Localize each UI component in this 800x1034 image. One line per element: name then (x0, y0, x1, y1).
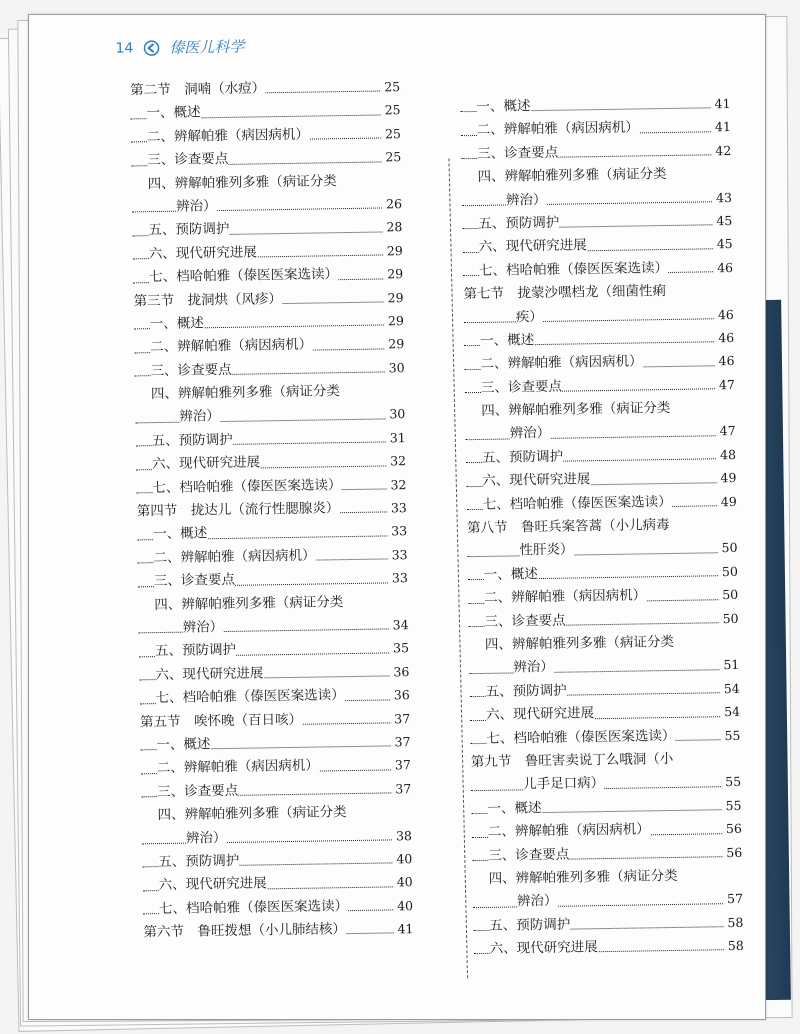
toc-entry-label: 三、诊查要点 (150, 359, 231, 384)
toc-entry-label: 一、概述 (480, 329, 534, 353)
toc-entry-page-number: 32 (387, 473, 406, 497)
toc-entry-page-number: 31 (387, 426, 406, 450)
toc-entry-page-number: 43 (713, 186, 732, 210)
toc-entry-label: 六、现代研究进展 (155, 662, 263, 687)
toc-entry-label: 二、辨解帕雅（病因病机） (157, 755, 319, 781)
toc-entry-label: 二、辨解帕雅（病因病机） (484, 585, 646, 611)
toc-entry-page-number: 45 (713, 209, 732, 233)
toc-entry-page-number: 54 (721, 677, 740, 701)
toc-entry-label: 第四节 拢达儿（流行性腮腺炎） (137, 497, 340, 524)
toc-entry-label: 二、辨解帕雅（病因病机） (150, 334, 312, 360)
toc-entry-label: 辨治） (176, 195, 217, 219)
toc-entry-label: 一、概述 (484, 563, 538, 587)
toc-entry-label: 六、现代研究进展 (482, 468, 590, 493)
toc-entry-label: 五、预防调护 (486, 679, 567, 704)
toc-entry-page-number: 36 (390, 660, 409, 684)
toc-entry-label: 三、诊查要点 (484, 609, 565, 634)
toc-entry-label: 五、预防调护 (478, 212, 559, 237)
toc-entry-label: 第六节 鲁旺拨想（小儿肺结核） (143, 918, 346, 945)
toc-entry-label: 六、现代研究进展 (159, 873, 267, 898)
toc-entry-page-number: 54 (721, 700, 740, 724)
toc-entry-label: 第九节 鲁旺害卖说丁么哦洞（小 (471, 748, 674, 775)
toc-entry-page-number: 25 (381, 75, 400, 99)
toc-entry-label: 七、档哈帕雅（傣医医案选读） (152, 474, 341, 500)
arrow-left-icon (141, 39, 161, 55)
toc-entry-label: 六、现代研究进展 (152, 452, 260, 477)
toc-entry-label: 二、辨解帕雅（病因病机） (477, 117, 639, 143)
toc-entry-page-number: 29 (385, 309, 404, 333)
toc-entry-page-number: 46 (715, 302, 734, 326)
toc-entry-page-number: 33 (388, 543, 407, 567)
toc-entry-page-number: 29 (384, 239, 403, 263)
toc-entry-label: 三、诊查要点 (488, 843, 569, 868)
toc-entry-label: 六、现代研究进展 (486, 702, 594, 727)
toc-entry-label: 七、档哈帕雅（傣医医案选读） (486, 724, 675, 750)
toc-entry-page-number: 33 (388, 520, 407, 544)
toc-entry (474, 934, 744, 962)
toc-entry-label: 一、概述 (150, 312, 204, 336)
toc-entry-label: 七、档哈帕雅（傣医医案选读） (483, 491, 672, 517)
toc-entry-page-number: 45 (714, 232, 733, 256)
toc-entry-page-number: 56 (723, 817, 742, 841)
toc-entry-label: 五、预防调护 (482, 446, 563, 471)
toc-entry-page-number: 37 (392, 753, 411, 777)
toc-entry-label: 辨治） (506, 188, 547, 212)
toc-entry-label: 三、诊查要点 (477, 141, 558, 166)
toc-entry-label: 六、现代研究进展 (490, 936, 598, 961)
toc-entry-label: 一、概述 (153, 523, 207, 547)
toc-entry-page-number: 26 (383, 192, 402, 216)
toc-entry-label: 辨治） (182, 616, 223, 640)
toc-entry-page-number: 37 (391, 730, 410, 754)
toc-column-right (460, 92, 744, 962)
toc-entry-label: 疾） (516, 305, 543, 329)
toc-entry-page-number: 41 (711, 92, 730, 116)
toc-entry-page-number: 38 (393, 824, 412, 848)
toc-entry-label: 四、辨解帕雅列多雅（病证分类 (485, 631, 674, 657)
toc-entry-page-number: 41 (712, 115, 731, 139)
toc-entry-label: 二、辨解帕雅（病因病机） (153, 544, 315, 570)
toc-entry-page-number: 50 (719, 560, 738, 584)
toc-entry-page-number: 41 (394, 917, 413, 941)
toc-entry-label: 第三节 拢洞烘（风疹） (133, 288, 282, 314)
toc-entry-page-number: 25 (382, 145, 401, 169)
toc-entry-label: 三、诊查要点 (154, 569, 235, 594)
toc-entry-page-number: 40 (394, 870, 413, 894)
toc-entry-page-number: 46 (715, 349, 734, 373)
toc-entry-label: 七、档哈帕雅（傣医医案选读） (156, 684, 345, 710)
toc-entry-page-number: 36 (391, 683, 410, 707)
book-title: 傣医儿科学 (169, 37, 245, 57)
toc-entry-page-number: 29 (384, 262, 403, 286)
toc-entry-page-number: 50 (718, 536, 737, 560)
toc-entry-label: 辨治） (509, 422, 550, 446)
toc-entry-page-number: 55 (721, 723, 740, 747)
toc-entry-label: 四、辨解帕雅列多雅（病证分类 (151, 380, 340, 406)
toc-entry-page-number: 55 (722, 794, 741, 818)
toc-entry-label: 第八节 鲁旺兵案答蒿（小儿病毒 (467, 514, 670, 541)
toc-entry-label: 二、辨解帕雅（病因病机） (488, 818, 650, 844)
toc-entry-label: 四、辨解帕雅列多雅（病证分类 (147, 170, 336, 196)
toc-entry-label: 辨治） (513, 656, 554, 680)
toc-entry-label: 三、诊查要点 (481, 375, 562, 400)
toc-entry-page-number: 35 (390, 636, 409, 660)
toc-entry-page-number: 40 (393, 847, 412, 871)
toc-entry-page-number: 58 (725, 934, 744, 958)
toc-entry-page-number: 34 (390, 613, 409, 637)
toc-entry-page-number: 25 (382, 122, 401, 146)
toc-entry-page-number: 46 (714, 256, 733, 280)
toc-entry-label: 五、预防调护 (158, 850, 239, 875)
toc-entry-page-number: 30 (386, 403, 405, 427)
toc-entry-page-number: 50 (719, 607, 738, 631)
toc-entry-label: 儿手足口病） (523, 772, 604, 797)
toc-entry-page-number: 51 (720, 653, 739, 677)
toc-entry-page-number: 29 (385, 332, 404, 356)
toc-entry-label: 三、诊查要点 (157, 780, 238, 805)
toc-entry-page-number: 32 (387, 449, 406, 473)
toc-entry-page-number: 30 (385, 356, 404, 380)
toc-entry-page-number: 47 (716, 373, 735, 397)
toc-entry-page-number: 49 (717, 466, 736, 490)
toc-entry-label: 五、预防调护 (148, 218, 229, 243)
toc-entry-label: 辨治） (179, 406, 220, 430)
toc-entry-page-number: 37 (392, 777, 411, 801)
toc-entry-label: 一、概述 (487, 797, 541, 821)
toc-entry-label: 一、概述 (146, 102, 200, 126)
toc-entry-page-number: 40 (394, 894, 413, 918)
toc-entry-page-number: 25 (381, 99, 400, 123)
toc-entry-label: 六、现代研究进展 (149, 241, 257, 266)
toc-entry-label: 第七节 拢蒙沙嘿档龙（细菌性痢 (463, 280, 666, 307)
toc-column-left (130, 75, 414, 945)
toc-entry-label: 四、辨解帕雅列多雅（病证分类 (488, 865, 677, 891)
toc-entry-page-number: 47 (717, 419, 736, 443)
page-number: 14 (115, 39, 134, 57)
toc-entry-label: 第五节 唉怀晚（百日咳） (140, 708, 302, 734)
toc-entry-label: 三、诊查要点 (147, 148, 228, 173)
toc-entry-label: 五、预防调护 (152, 429, 233, 454)
toc-entry-label: 辨治） (186, 827, 227, 851)
toc-entry-page-number: 28 (383, 216, 402, 240)
toc-entry-page-number: 46 (715, 326, 734, 350)
toc-entry-label: 四、辨解帕雅列多雅（病证分类 (154, 591, 343, 617)
toc-entry-label: 七、档哈帕雅（傣医医案选读） (159, 895, 348, 921)
toc-entry-label: 二、辨解帕雅（病因病机） (480, 351, 642, 377)
toc-entry-page-number: 56 (723, 840, 742, 864)
toc-entry-label: 五、预防调护 (489, 913, 570, 938)
toc-entry-label: 第二节 洞喃（水痘） (130, 77, 265, 103)
toc-entry-page-number: 29 (384, 286, 403, 310)
toc-entry-label: 四、辨解帕雅列多雅（病证分类 (477, 163, 666, 189)
toc-entry-label: 四、辨解帕雅列多雅（病证分类 (157, 801, 346, 827)
toc-entry-label: 二、辨解帕雅（病因病机） (147, 123, 309, 149)
toc-entry-page-number: 58 (724, 911, 743, 935)
toc-entry-label: 七、档哈帕雅（傣医医案选读） (479, 257, 668, 283)
toc-entry-label: 辨治） (517, 890, 558, 914)
toc-entry-page-number: 33 (389, 566, 408, 590)
book-page (28, 14, 766, 1020)
toc-entry-page-number: 33 (388, 496, 407, 520)
page-header (115, 36, 244, 59)
toc-entry-label: 一、概述 (476, 95, 530, 119)
toc-entry-label: 四、辨解帕雅列多雅（病证分类 (481, 397, 670, 423)
toc-entry-page-number: 42 (712, 139, 731, 163)
toc-entry-page-number: 49 (718, 490, 737, 514)
toc-entry-page-number: 48 (717, 443, 736, 467)
toc-entry-label: 六、现代研究进展 (479, 235, 587, 260)
toc-entry-page-number: 37 (391, 707, 410, 731)
toc-entry-label: 五、预防调护 (155, 639, 236, 664)
toc-entry-page-number: 50 (719, 583, 738, 607)
toc-entry-label: 一、概述 (156, 733, 210, 757)
toc-section-entry (143, 917, 413, 945)
toc-entry-page-number: 57 (724, 887, 743, 911)
toc-entry-label: 七、档哈帕雅（傣医医案选读） (149, 263, 338, 289)
toc-entry-label: 性肝炎） (519, 539, 573, 563)
toc-entry-page-number: 55 (722, 770, 741, 794)
